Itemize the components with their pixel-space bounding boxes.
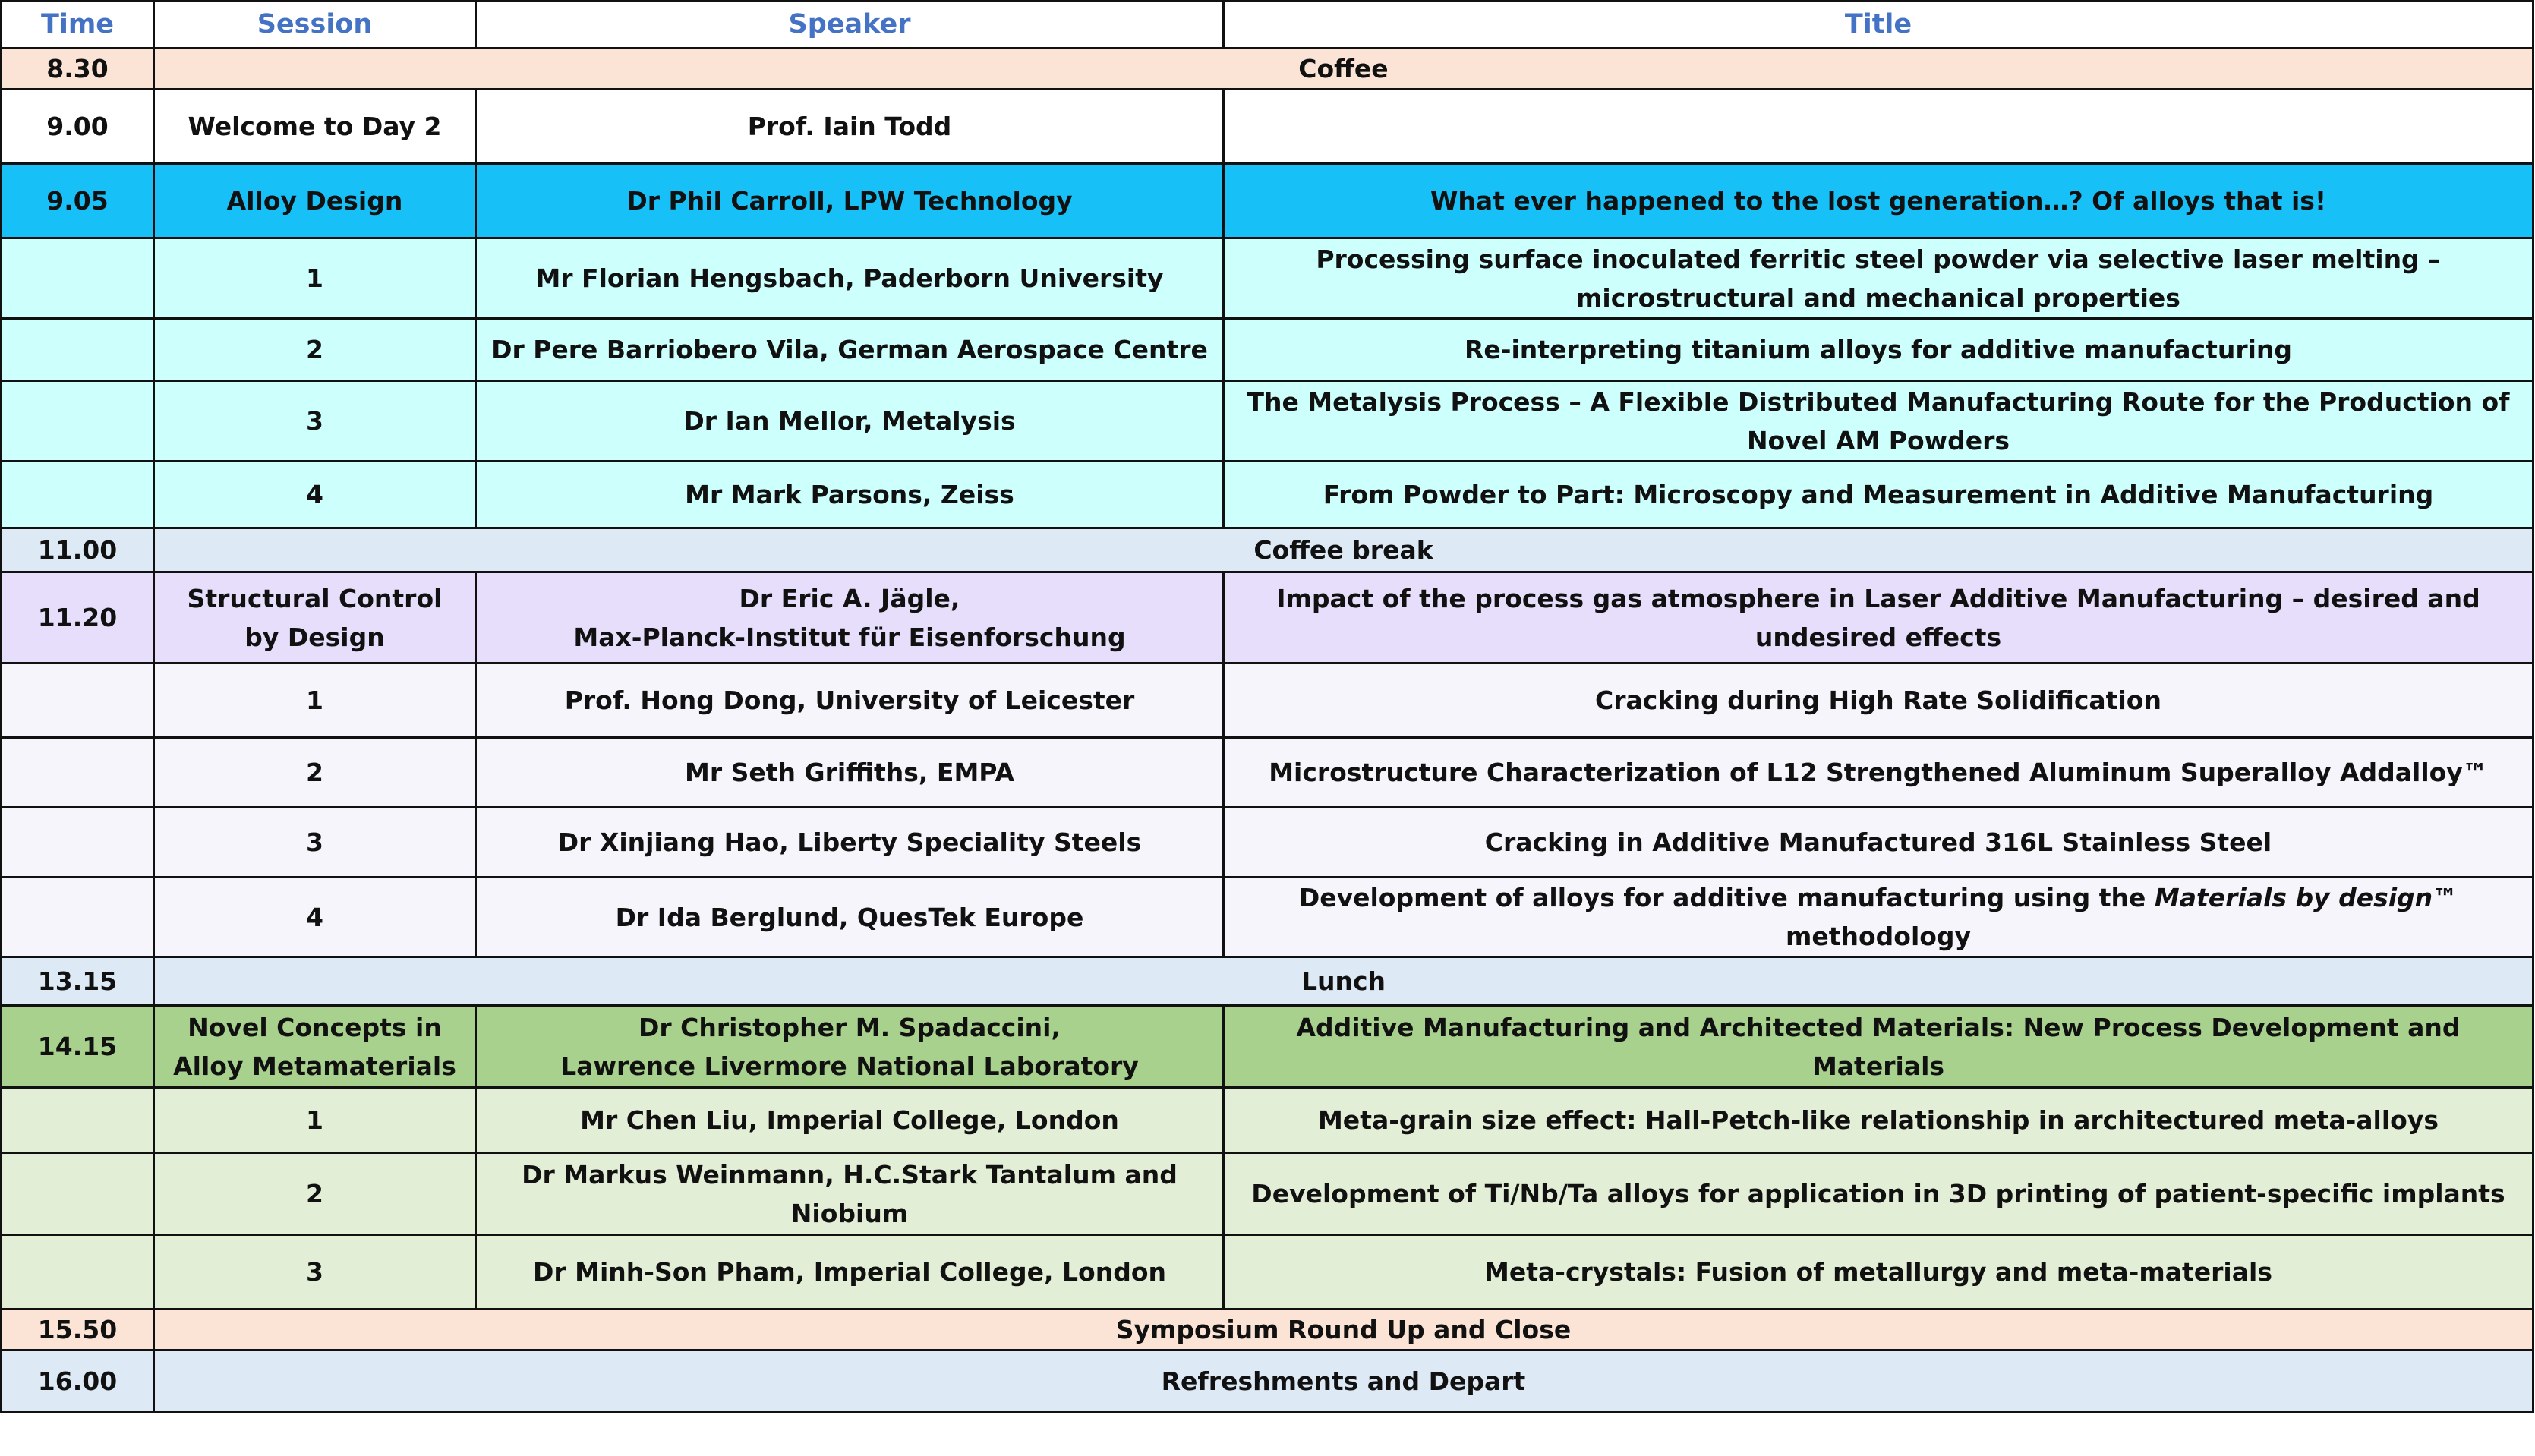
time-cell: 8.30 [2, 49, 154, 90]
time-cell: 9.00 [2, 90, 154, 164]
title-cell: Re-interpreting titanium alloys for additive manufacturing [1224, 319, 2533, 381]
schedule-header [2, 2, 2533, 49]
talk-row [2, 1088, 2533, 1153]
speaker-cell: Dr Minh-Son Pham, Imperial College, London [476, 1235, 1224, 1309]
title-cell: What ever happened to the lost generation…? Of alloys that is! [1224, 164, 2533, 238]
speaker-cell: Dr Eric A. Jägle, Max-Planck-Institut für Eisenforschung [476, 572, 1224, 663]
session-cell: Structural Control by Design [154, 572, 476, 663]
talk-row [2, 663, 2533, 738]
title-cell [1224, 90, 2533, 164]
session-cell: Novel Concepts in Alloy Metamaterials [154, 1006, 476, 1088]
session-cell: 1 [154, 238, 476, 319]
speaker-cell: Dr Pere Barriobero Vila, German Aerospace Centre [476, 319, 1224, 381]
title-cell: Cracking during High Rate Solidification [1224, 663, 2533, 738]
talk-row [2, 1153, 2533, 1235]
session-cell: 4 [154, 878, 476, 957]
title-cell: Processing surface inoculated ferritic steel powder via selective laser melting – microstructural and mechanical properties [1224, 238, 2533, 319]
break-label: Coffee [154, 49, 2533, 90]
session-cell: 3 [154, 381, 476, 462]
break-row [2, 528, 2533, 572]
session-cell: 3 [154, 808, 476, 878]
title-cell: Impact of the process gas atmosphere in Laser Additive Manufacturing – desired and undesired effects [1224, 572, 2533, 663]
header-session: Session [154, 2, 476, 49]
title-cell: Cracking in Additive Manufactured 316L Stainless Steel [1224, 808, 2533, 878]
title-cell: Additive Manufacturing and Architected Materials: New Process Development and Materials [1224, 1006, 2533, 1088]
schedule-body [2, 49, 2533, 1413]
time-cell [2, 1088, 154, 1153]
title-text: Development of alloys for additive manufacturing using the [1298, 883, 2155, 912]
title-cell: Development of Ti/Nb/Ta alloys for application in 3D printing of patient-specific implants [1224, 1153, 2533, 1235]
time-cell [2, 878, 154, 957]
speaker-cell: Mr Chen Liu, Imperial College, London [476, 1088, 1224, 1153]
break-label: Symposium Round Up and Close [154, 1309, 2533, 1350]
time-cell: 16.00 [2, 1350, 154, 1413]
title-emphasis: Materials by design [2154, 883, 2433, 912]
speaker-cell: Dr Markus Weinmann, H.C.Stark Tantalum and Niobium [476, 1153, 1224, 1235]
break-row [2, 957, 2533, 1006]
talk-row [2, 808, 2533, 878]
break-row [2, 49, 2533, 90]
session-cell: Alloy Design [154, 164, 476, 238]
speaker-cell: Dr Xinjiang Hao, Liberty Speciality Steels [476, 808, 1224, 878]
talk-row [2, 164, 2533, 238]
session-cell: 1 [154, 663, 476, 738]
header-speaker: Speaker [476, 2, 1224, 49]
session-cell: 2 [154, 1153, 476, 1235]
time-cell [2, 238, 154, 319]
talk-row [2, 1006, 2533, 1088]
session-cell: 2 [154, 738, 476, 808]
talk-row [2, 738, 2533, 808]
title-text-suffix: ™ methodology [1785, 883, 2458, 951]
session-cell: 3 [154, 1235, 476, 1309]
speaker-cell: Dr Ida Berglund, QuesTek Europe [476, 878, 1224, 957]
talk-row [2, 1235, 2533, 1309]
talk-row [2, 381, 2533, 462]
time-cell [2, 462, 154, 528]
speaker-cell: Dr Christopher M. Spadaccini, Lawrence Livermore National Laboratory [476, 1006, 1224, 1088]
speaker-cell: Prof. Hong Dong, University of Leicester [476, 663, 1224, 738]
header-time: Time [2, 2, 154, 49]
title-cell: Microstructure Characterization of L12 Strengthened Aluminum Superalloy Addalloy™ [1224, 738, 2533, 808]
time-cell [2, 1153, 154, 1235]
break-label: Lunch [154, 957, 2533, 1006]
talk-row [2, 238, 2533, 319]
time-cell: 11.20 [2, 572, 154, 663]
time-cell [2, 319, 154, 381]
time-cell [2, 381, 154, 462]
speaker-cell: Mr Mark Parsons, Zeiss [476, 462, 1224, 528]
time-cell [2, 1235, 154, 1309]
speaker-cell: Dr Phil Carroll, LPW Technology [476, 164, 1224, 238]
break-label: Refreshments and Depart [154, 1350, 2533, 1413]
time-cell: 9.05 [2, 164, 154, 238]
talk-row [2, 462, 2533, 528]
time-cell [2, 808, 154, 878]
title-cell: Meta-crystals: Fusion of metallurgy and meta-materials [1224, 1235, 2533, 1309]
session-cell: Welcome to Day 2 [154, 90, 476, 164]
talk-row [2, 878, 2533, 957]
speaker-cell: Prof. Iain Todd [476, 90, 1224, 164]
title-cell [1224, 878, 2533, 957]
time-cell: 15.50 [2, 1309, 154, 1350]
time-cell: 13.15 [2, 957, 154, 1006]
header-row [2, 2, 2533, 49]
session-cell: 2 [154, 319, 476, 381]
session-cell: 1 [154, 1088, 476, 1153]
talk-row [2, 90, 2533, 164]
header-title: Title [1224, 2, 2533, 49]
title-cell: The Metalysis Process – A Flexible Distributed Manufacturing Route for the Production of Novel AM Powders [1224, 381, 2533, 462]
title-cell: Meta-grain size effect: Hall-Petch-like relationship in architectured meta-alloys [1224, 1088, 2533, 1153]
talk-row [2, 572, 2533, 663]
session-cell: 4 [154, 462, 476, 528]
title-cell: From Powder to Part: Microscopy and Measurement in Additive Manufacturing [1224, 462, 2533, 528]
talk-row [2, 319, 2533, 381]
break-label: Coffee break [154, 528, 2533, 572]
time-cell: 14.15 [2, 1006, 154, 1088]
break-row [2, 1350, 2533, 1413]
speaker-cell: Dr Ian Mellor, Metalysis [476, 381, 1224, 462]
time-cell: 11.00 [2, 528, 154, 572]
time-cell [2, 663, 154, 738]
speaker-cell: Mr Seth Griffiths, EMPA [476, 738, 1224, 808]
time-cell [2, 738, 154, 808]
break-row [2, 1309, 2533, 1350]
speaker-cell: Mr Florian Hengsbach, Paderborn University [476, 238, 1224, 319]
